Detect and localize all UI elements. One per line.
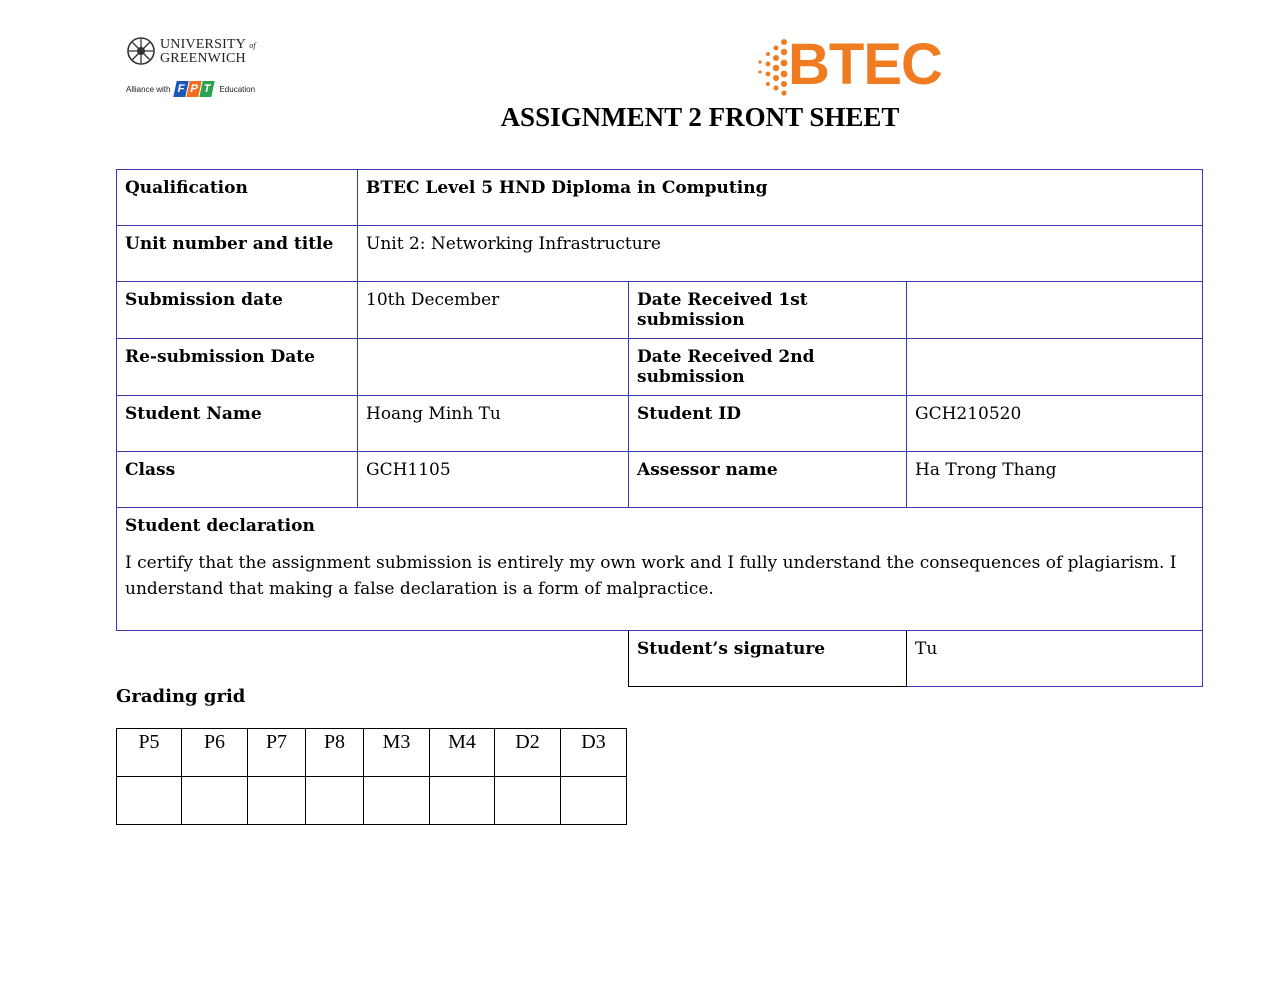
declaration-title: Student declaration <box>125 516 315 536</box>
grading-value-row <box>117 777 627 825</box>
university-name: UNIVERSITY of GREENWICH <box>160 36 256 66</box>
qualification-value: BTEC Level 5 HND Diploma in Computing <box>358 170 1203 226</box>
fpt-logo: F P T <box>175 81 214 97</box>
grading-grid <box>116 728 627 825</box>
row-student <box>117 396 1203 452</box>
grade-cell-d3 <box>561 777 627 825</box>
grade-cell-p7 <box>248 777 306 825</box>
qualification-label: Qualification <box>117 170 358 226</box>
grade-header-p5: P5 <box>117 729 182 777</box>
university-logo <box>126 36 266 100</box>
student-id-label: Student ID <box>629 396 907 452</box>
grade-cell-m3 <box>364 777 430 825</box>
class-label: Class <box>117 452 358 508</box>
assessor-label: Assessor name <box>629 452 907 508</box>
student-name-value: Hoang Minh Tu <box>358 396 629 452</box>
btec-wordmark: BTEC <box>788 32 942 97</box>
grade-cell-p6 <box>182 777 248 825</box>
grading-header-row <box>117 729 627 777</box>
unit-value: Unit 2: Networking Infrastructure <box>358 226 1203 282</box>
student-id-value: GCH210520 <box>907 396 1203 452</box>
grade-cell-p5 <box>117 777 182 825</box>
declaration-cell <box>117 508 1203 631</box>
university-crest-icon <box>126 36 156 66</box>
signature-value: Tu <box>907 631 1203 687</box>
unit-label: Unit number and title <box>117 226 358 282</box>
submission-date-label: Submission date <box>117 282 358 339</box>
grade-header-m4: M4 <box>430 729 495 777</box>
grade-header-p8: P8 <box>306 729 364 777</box>
declaration-text: I certify that the assignment submission is entirely my own work and I fully understand the consequences of plagiarism. I understand that making a false declaration is a form of malpractice. <box>125 553 1177 599</box>
grade-header-p7: P7 <box>248 729 306 777</box>
grade-cell-p8 <box>306 777 364 825</box>
row-submission <box>117 282 1203 339</box>
row-declaration <box>117 508 1203 631</box>
class-value: GCH1105 <box>358 452 629 508</box>
date-received-2-value <box>907 339 1203 396</box>
signature-spacer <box>117 631 629 687</box>
resubmission-date-label: Re-submission Date <box>117 339 358 396</box>
grade-header-d2: D2 <box>495 729 561 777</box>
row-qualification <box>117 170 1203 226</box>
grade-header-d3: D3 <box>561 729 627 777</box>
grade-cell-m4 <box>430 777 495 825</box>
grade-header-m3: M3 <box>364 729 430 777</box>
alliance-fpt: Alliance with F P T Education <box>126 83 256 95</box>
front-sheet-table <box>116 169 1203 687</box>
date-received-1-label: Date Received 1st submission <box>629 282 907 339</box>
date-received-1-value <box>907 282 1203 339</box>
date-received-2-label: Date Received 2nd submission <box>629 339 907 396</box>
row-resubmission <box>117 339 1203 396</box>
resubmission-date-value <box>358 339 629 396</box>
row-unit <box>117 226 1203 282</box>
row-class <box>117 452 1203 508</box>
student-name-label: Student Name <box>117 396 358 452</box>
signature-label: Student’s signature <box>629 631 907 687</box>
btec-dots-icon <box>754 36 790 98</box>
row-signature <box>117 631 1203 687</box>
btec-logo <box>754 32 950 98</box>
grade-header-p6: P6 <box>182 729 248 777</box>
submission-date-value: 10th December <box>358 282 629 339</box>
page-title: ASSIGNMENT 2 FRONT SHEET <box>500 102 900 132</box>
assessor-value: Ha Trong Thang <box>907 452 1203 508</box>
grading-grid-label: Grading grid <box>116 686 246 707</box>
grade-cell-d2 <box>495 777 561 825</box>
